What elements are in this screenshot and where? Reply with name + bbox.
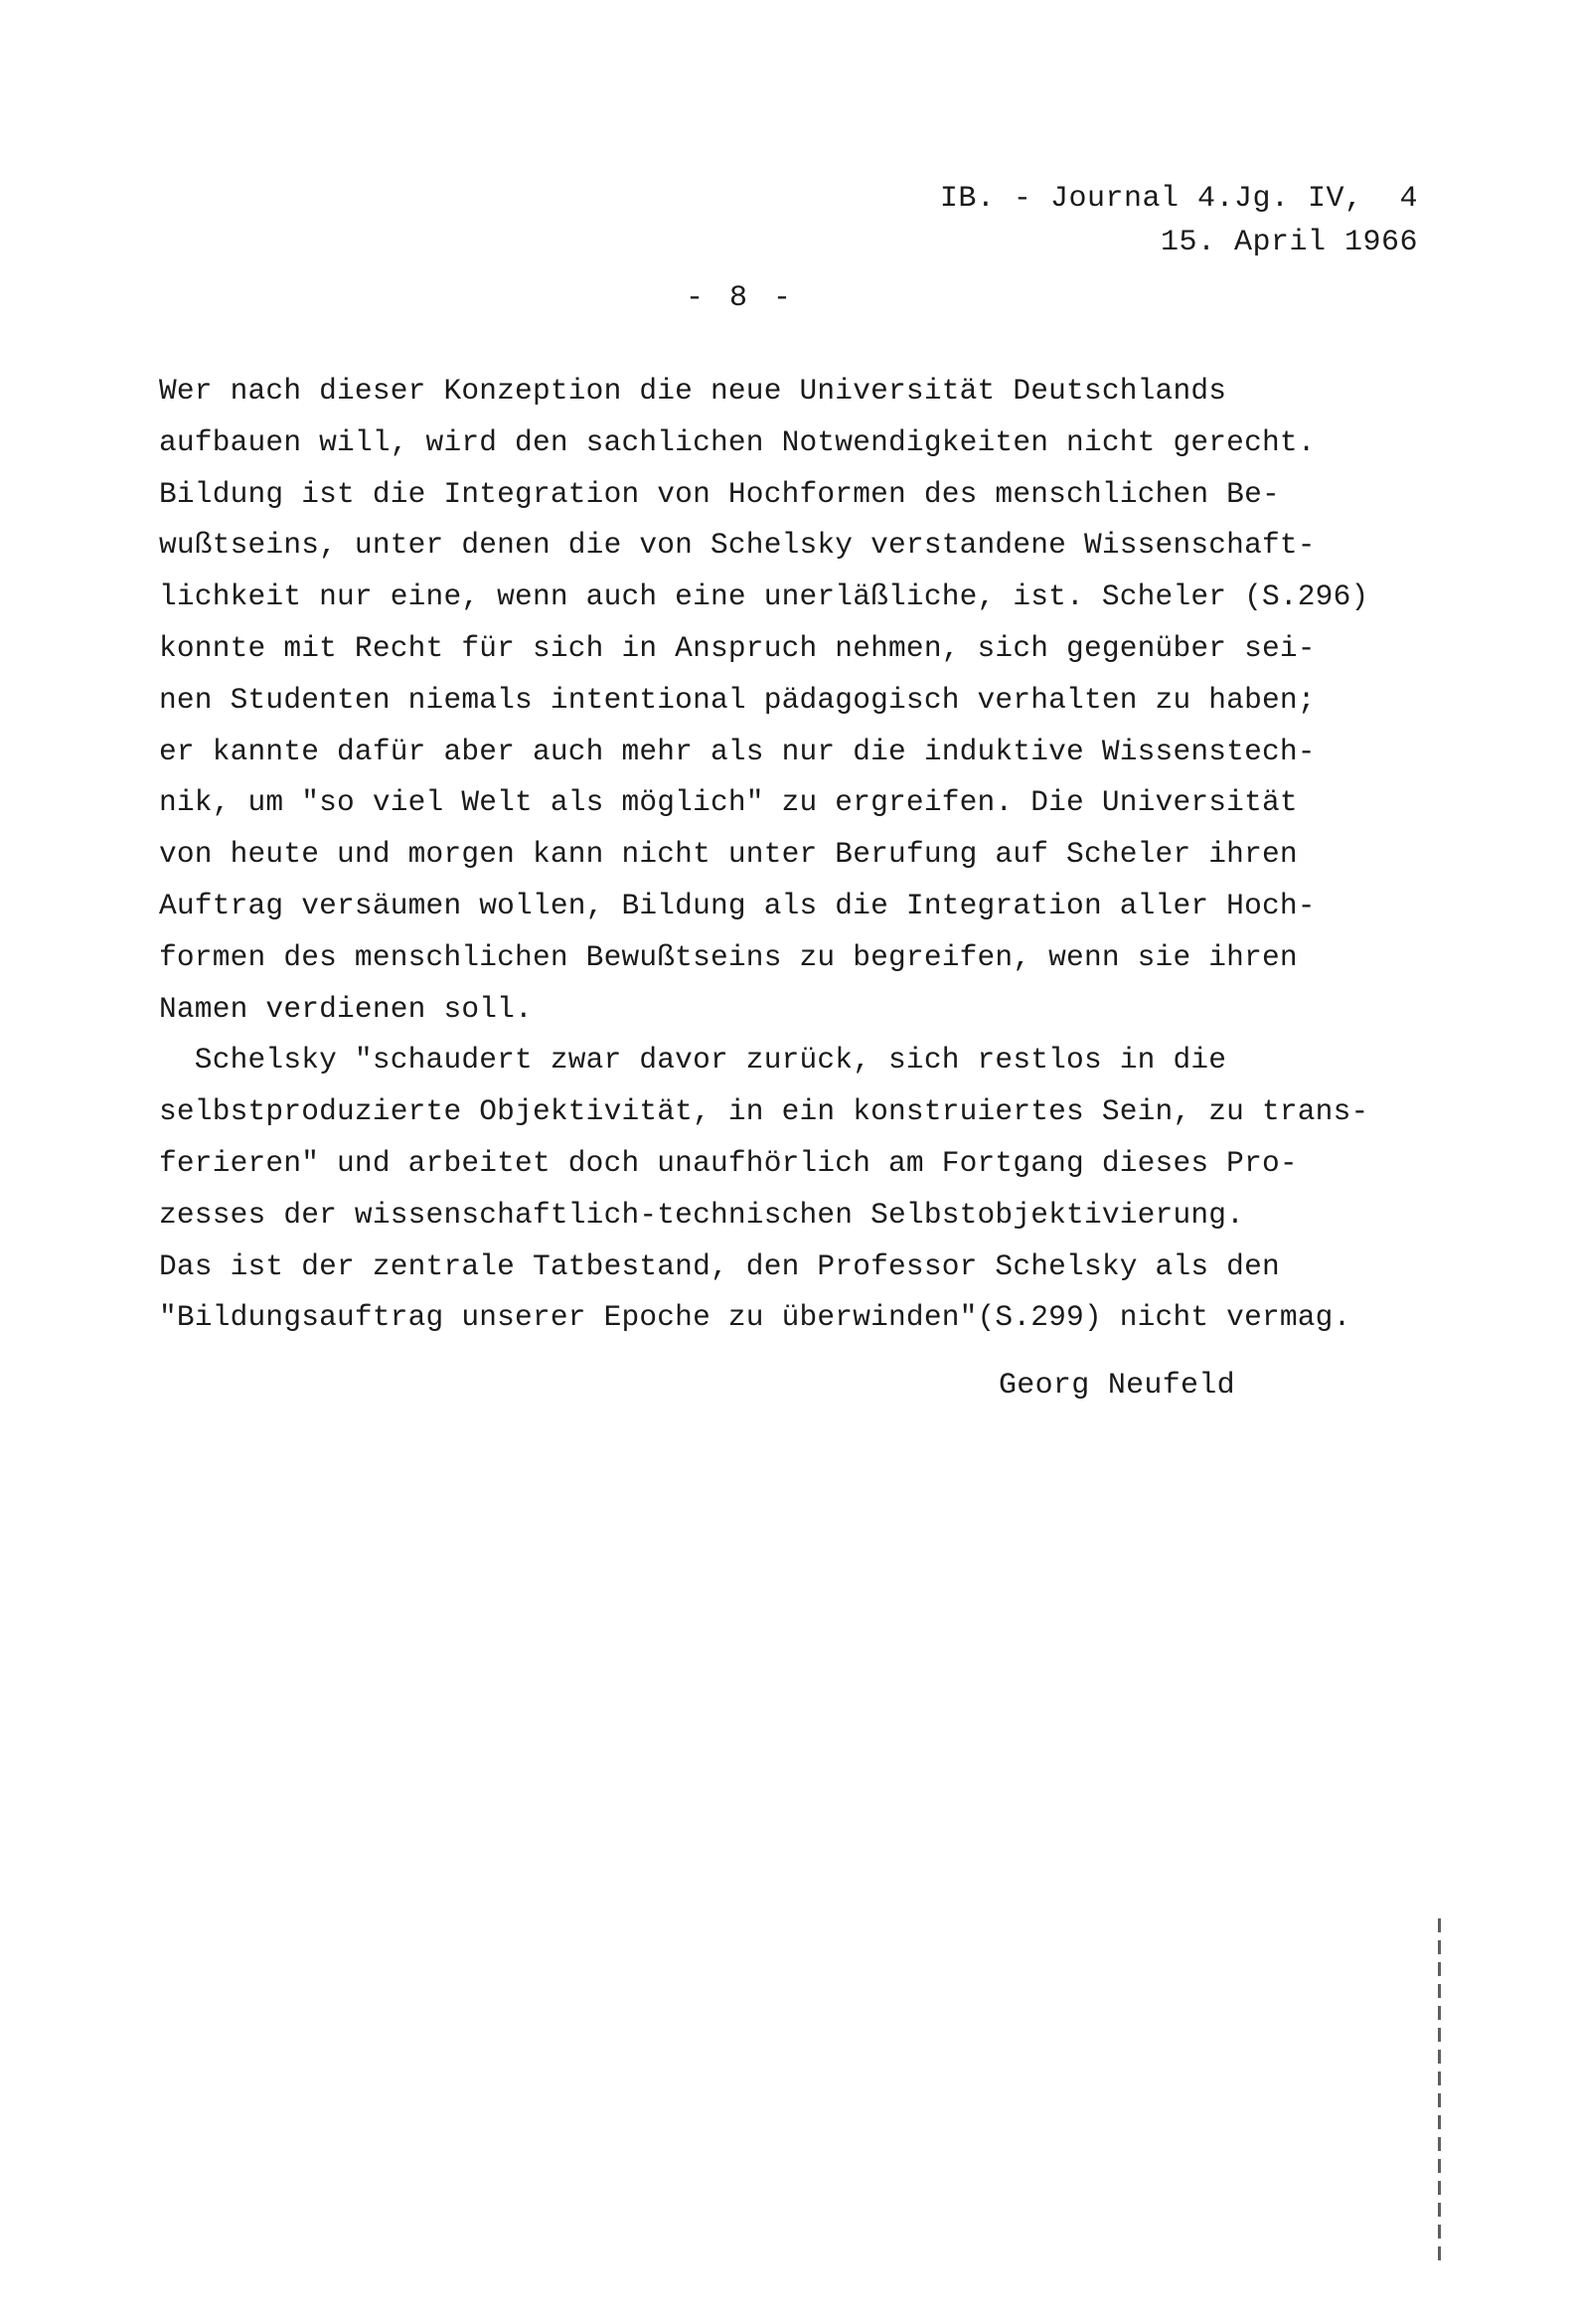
text-line: selbstproduzierte Objektivität, in ein konstruiertes Sein, zu trans-	[159, 1094, 1369, 1129]
text-line: formen des menschlichen Bewußtseins zu begreifen, wenn sie ihren	[159, 939, 1298, 974]
text-line: zesses der wissenschaftlich-technischen Selbstobjektivierung.	[159, 1197, 1245, 1232]
journal-date-line: 15. April 1966	[1160, 226, 1418, 259]
text-line: er kannte dafür aber auch mehr als nur die induktive Wissenstech-	[159, 734, 1316, 768]
text-line: Auftrag versäumen wollen, Bildung als die Integration aller Hoch-	[159, 888, 1316, 922]
text-line: Das ist der zentrale Tatbestand, den Professor Schelsky als den	[159, 1248, 1280, 1283]
text-line: Wer nach dieser Konzeption die neue Universität Deutschlands	[159, 374, 1227, 408]
text-line: nik, um "so viel Welt als möglich" zu ergreifen. Die Universität	[159, 785, 1298, 820]
text-line: wußtseins, unter denen die von Schelsky verstandene Wissenschaft-	[159, 528, 1316, 563]
page-number: - 8 -	[686, 281, 796, 315]
journal-issue-line: IB. - Journal 4.Jg. IV, 4	[939, 182, 1418, 216]
text-line: von heute und morgen kann nicht unter Berufung auf Scheler ihren	[159, 837, 1298, 872]
journal-header	[940, 177, 1418, 264]
body-text	[159, 366, 1451, 1344]
text-line: nen Studenten niemals intentional pädagogisch verhalten zu haben;	[159, 682, 1316, 717]
text-line: Bildung ist die Integration von Hochformen des menschlichen Be-	[159, 476, 1280, 511]
text-line: lichkeit nur eine, wenn auch eine unerläßliche, ist. Scheler (S.296)	[159, 580, 1369, 614]
text-line: ferieren" und arbeitet doch unaufhörlich am Fortgang dieses Pro-	[159, 1145, 1298, 1180]
author-signature: Georg Neufeld	[999, 1369, 1235, 1403]
text-line: aufbauen will, wird den sachlichen Notwendigkeiten nicht gerecht.	[159, 424, 1316, 459]
text-line: "Bildungsauftrag unserer Epoche zu überwinden"(S.299) nicht vermag.	[159, 1300, 1351, 1335]
text-line: Schelsky "schaudert zwar davor zurück, sich restlos in die	[159, 1043, 1227, 1078]
margin-scan-mark	[1438, 1918, 1441, 2266]
text-line: konnte mit Recht für sich in Anspruch nehmen, sich gegenüber sei-	[159, 630, 1316, 665]
text-line: Namen verdienen soll.	[159, 991, 533, 1026]
